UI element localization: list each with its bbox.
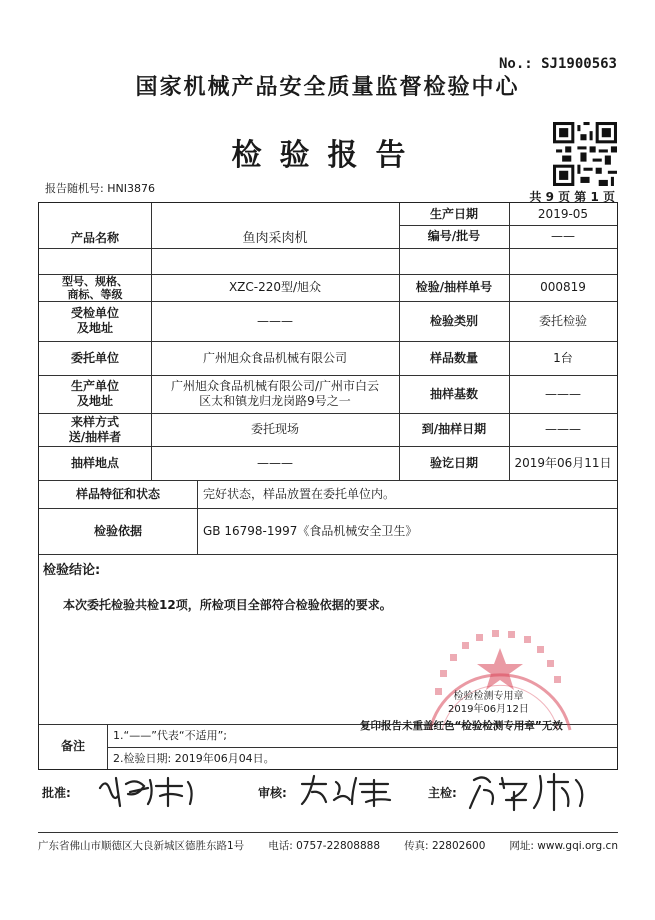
report-title: 检验报告 xyxy=(231,138,424,173)
footer-phone: 电话: 0757-22808888 xyxy=(268,840,381,852)
chief-inspector-label: 主检: xyxy=(428,786,457,800)
sampling-base-label: 抽样基数 xyxy=(429,386,478,401)
sample-order-value: 000819 xyxy=(540,280,586,294)
signature-row xyxy=(42,770,632,818)
production-date-value: 2019-05 xyxy=(537,206,589,221)
manufacturer-value: 广州旭众食品机械有限公司/广州市白云 区太和镇龙归龙岗路9号之一 xyxy=(170,379,380,408)
model-value: XZC-220型/旭众 xyxy=(228,280,322,294)
sampling-base-value: ——— xyxy=(545,386,581,401)
inspection-seal-icon xyxy=(420,618,580,734)
seal-date: 2019年06月12日 xyxy=(448,704,529,715)
reviewer-label: 审核: xyxy=(258,786,287,800)
footer-address: 广东省佛山市顺德区大良新城区德胜东路1号 xyxy=(38,840,245,852)
sample-order-label: 检验/抽样单号 xyxy=(415,280,493,294)
random-report-number: 报告随机号: HNI3876 xyxy=(45,182,155,195)
chief-inspector-signature-icon xyxy=(466,770,606,814)
product-name-value: 鱼肉采肉机 xyxy=(242,231,308,246)
inspected-unit-value: ——— xyxy=(257,313,293,328)
sample-features-label: 样品特征和状态 xyxy=(75,486,160,501)
arrival-date-label: 到/抽样日期 xyxy=(421,422,487,436)
sample-features-value: 完好状态，样品放置在委托单位内。 xyxy=(203,486,396,501)
delivery-method-label: 来样方式 送/抽样者 xyxy=(68,414,122,444)
page-count: 共 9 页 第 1 页 xyxy=(529,190,615,204)
sampling-place-label: 抽样地点 xyxy=(70,455,119,470)
manufacturer-label: 生产单位 及地址 xyxy=(70,379,119,408)
report-number: No.: SJ1900563 xyxy=(498,56,617,72)
inspection-basis-label: 检验依据 xyxy=(93,523,142,538)
production-date-label: 生产日期 xyxy=(429,206,478,221)
sampling-place-value: ——— xyxy=(257,455,293,470)
inspection-basis-value: GB 16798-1997《食品机械安全卫生》 xyxy=(203,523,418,538)
completion-date-label: 验讫日期 xyxy=(429,455,478,470)
conclusion-label: 检验结论: xyxy=(43,563,101,578)
approver-label: 批准: xyxy=(42,786,71,800)
seal-caption xyxy=(448,690,529,716)
approver-signature-icon xyxy=(96,770,216,810)
remarks-label: 备注 xyxy=(60,739,85,753)
seal-label: 检验检测专用章 xyxy=(453,691,524,702)
product-name-label: 产品名称 xyxy=(70,231,119,245)
footer-divider xyxy=(38,832,618,833)
sample-quantity-value: 1台 xyxy=(553,350,573,365)
footer-fax: 传真: 22802600 xyxy=(404,840,486,852)
inspection-type-value: 委托检验 xyxy=(538,313,587,328)
completion-date-value: 2019年06月11日 xyxy=(514,455,612,470)
client-label: 委托单位 xyxy=(70,350,119,365)
copy-validity-note: 复印报告未重盖红色“检验检测专用章”无效 xyxy=(360,720,563,732)
inspection-type-label: 检验类别 xyxy=(429,313,478,328)
remark-2: 2.检验日期: 2019年06月04日。 xyxy=(113,751,275,765)
client-value: 广州旭众食品机械有限公司 xyxy=(202,350,347,365)
batch-number-value: —— xyxy=(551,229,575,243)
footer-website: 网址: www.gqi.org.cn xyxy=(509,840,618,852)
reviewer-signature-icon xyxy=(296,770,416,810)
qr-code-icon xyxy=(553,122,617,186)
organization-name: 国家机械产品安全质量监督检验中心 xyxy=(135,74,520,100)
conclusion-text: 本次委托检验共检12项，所检项目全部符合检验依据的要求。 xyxy=(63,598,392,612)
footer xyxy=(38,838,618,853)
inspected-unit-label: 受检单位 及地址 xyxy=(70,306,119,335)
batch-number-label: 编号/批号 xyxy=(427,229,481,243)
delivery-method-value: 委托现场 xyxy=(250,422,299,436)
model-label: 型号、规格、 商标、等级 xyxy=(62,274,128,301)
remark-1: 1.“——”代表“不适用”; xyxy=(113,729,227,742)
arrival-date-value: ——— xyxy=(545,422,581,436)
sample-quantity-label: 样品数量 xyxy=(429,350,478,365)
